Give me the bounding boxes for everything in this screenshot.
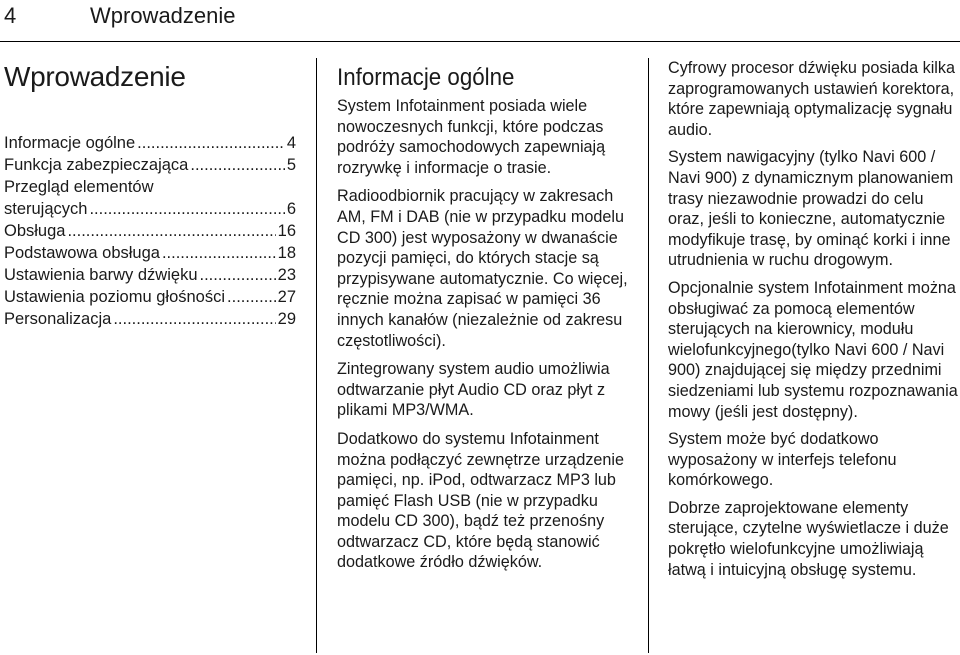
- body-paragraph: System nawigacyjny (tylko Navi 600 / Navi 900) z dynamicznym planowaniem trasy niezawodnie prowadzi do celu oraz, jeśli to konieczne, automatycznie modyfikuje trasę, by ominąć korki i inne utrudnienia w ruchu drogowym.: [668, 148, 954, 270]
- toc-entry-page: 4: [286, 134, 296, 152]
- toc-leader-dots: [162, 242, 276, 264]
- page-header: [0, 0, 960, 42]
- toc-entry-label: Informacje ogólne: [4, 134, 136, 152]
- toc-entry-page: 29: [277, 310, 296, 328]
- toc-entry-page: 16: [277, 222, 296, 240]
- toc-leader-dots: [190, 154, 284, 176]
- toc-entry-page: 6: [286, 200, 296, 218]
- toc-column: [4, 58, 296, 330]
- toc-entry[interactable]: [4, 132, 296, 154]
- toc-entry-page: 23: [277, 266, 296, 284]
- toc-leader-dots: [67, 220, 275, 242]
- body-paragraph: Opcjonalnie system Infotainment można obsługiwać za pomocą elementów sterujących na kierownicy, modułu wielofunkcyjnego(tylko Navi 600 / Navi 900) znajdującej się między przednimi siedzeniami lub systemu rozpoznawania mowy (jeśli jest dostępny).: [668, 278, 958, 421]
- page-number: 4: [4, 3, 17, 28]
- toc-leader-dots: [89, 198, 284, 220]
- content-column-3: [668, 58, 960, 587]
- body-paragraph: Radioodbiornik pracujący w zakresach AM, FM i DAB (nie w przypadku modelu CD 300) jest wyposażony w dwanaście pozycji pamięci, do których stacje są przypisywane automatycznie. Co więcej, ręcznie można zapisać w pamięci 36 innych kanałów (niezależnie od zakresu częstotliwości).: [337, 187, 628, 350]
- column-divider: [316, 58, 317, 653]
- toc-leader-dots: [200, 264, 276, 286]
- toc-entry-page: 27: [277, 288, 296, 306]
- toc-entry-label-line1: Przegląd elementów: [4, 178, 154, 196]
- running-title: Wprowadzenie: [90, 3, 236, 28]
- toc-leader-dots: [113, 308, 275, 330]
- toc-entry-page: 5: [286, 156, 296, 174]
- header-rule: [0, 41, 960, 42]
- chapter-title: Wprowadzenie: [4, 61, 186, 92]
- table-of-contents: [4, 132, 296, 330]
- column-divider: [648, 58, 649, 653]
- toc-entry-page: 18: [277, 244, 296, 262]
- toc-leader-dots: [227, 286, 276, 308]
- toc-entry-label: Funkcja zabezpieczająca: [4, 156, 189, 174]
- section-heading: Informacje ogólne: [337, 64, 515, 91]
- toc-entry-label: Podstawowa obsługa: [4, 244, 160, 262]
- toc-entry-label: Ustawienia barwy dźwięku: [4, 266, 198, 284]
- toc-entry-label: Personalizacja: [4, 310, 112, 328]
- toc-entry[interactable]: [4, 286, 296, 308]
- body-paragraph: System może być dodatkowo wyposażony w interfejs telefonu komórkowego.: [668, 430, 897, 490]
- toc-entry[interactable]: [4, 242, 296, 264]
- body-paragraph: Zintegrowany system audio umożliwia odtwarzanie płyt Audio CD oraz płyt z plikami MP3/WMA.: [337, 360, 610, 420]
- body-paragraph: System Infotainment posiada wiele nowoczesnych funkcji, które podczas podróży samochodowych zapewniają rozrywkę i informacje o trasie.: [337, 97, 606, 177]
- body-paragraph: Dobrze zaprojektowane elementy sterujące, czytelne wyświetlacze i duże pokrętło wielofunkcyjne umożliwiają łatwą i intuicyjną obsługę systemu.: [668, 498, 949, 579]
- toc-entry[interactable]: [4, 308, 296, 330]
- toc-entry[interactable]: [4, 154, 296, 176]
- toc-leader-dots: [137, 132, 285, 154]
- toc-entry-label: Obsługa: [4, 222, 66, 240]
- toc-entry[interactable]: [4, 176, 296, 220]
- body-paragraph: Cyfrowy procesor dźwięku posiada kilka zaprogramowanych ustawień korektora, które zapewniają optymalizację sygnału audio.: [668, 59, 955, 139]
- toc-entry-label: Ustawienia poziomu głośności: [4, 288, 226, 306]
- body-paragraph: Dodatkowo do systemu Infotainment można podłączyć zewnętrze urządzenie pamięci, np. iPod, odtwarzacz MP3 lub pamięć Flash USB (nie w przypadku modelu CD 300), bądź też przenośny odtwarzacz CD, które będą stanowić dodatkowe źródło dźwięków.: [337, 429, 625, 572]
- toc-entry[interactable]: [4, 220, 296, 242]
- content-column-2: [337, 58, 632, 581]
- toc-entry-label: sterujących: [4, 200, 88, 218]
- toc-entry[interactable]: [4, 264, 296, 286]
